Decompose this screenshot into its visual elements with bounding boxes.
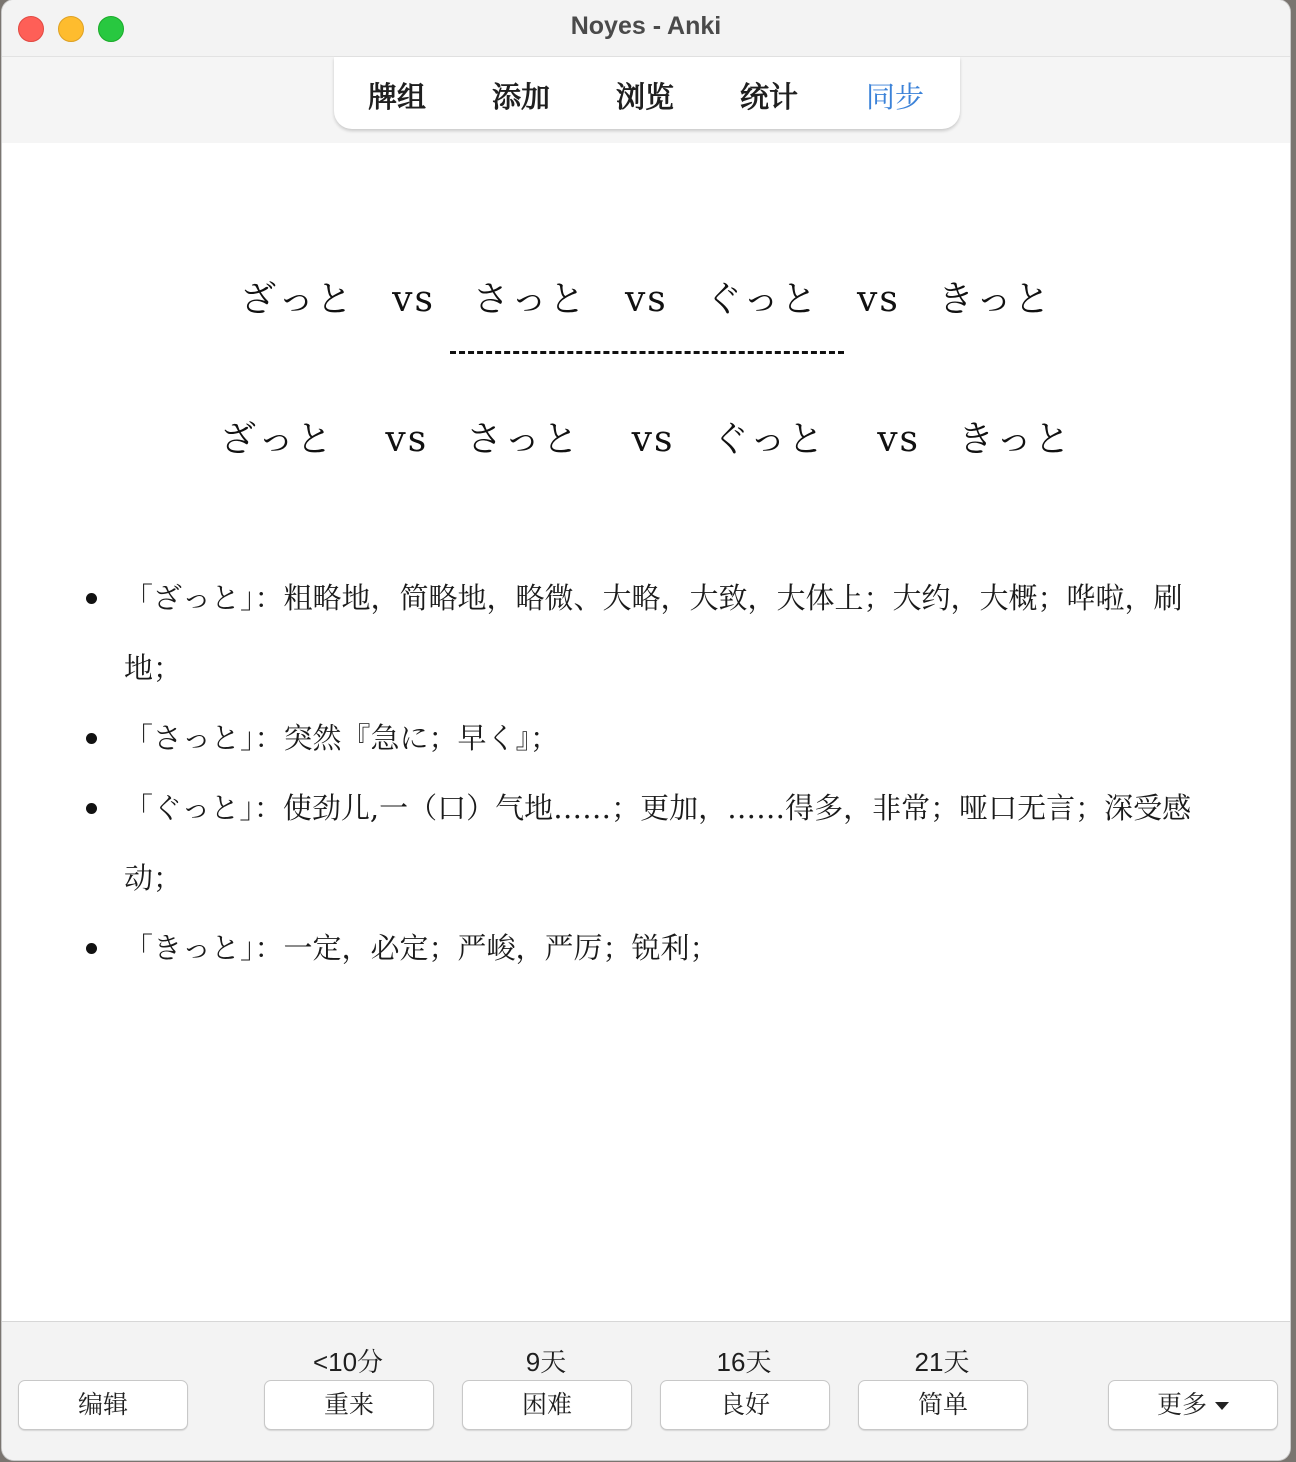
easy-interval: 21天 xyxy=(914,1347,970,1377)
definition-text: 「ぐっと」：使劲儿,一（口）气地……；更加，……得多，非常；哑口无言；深受感动； xyxy=(124,791,1192,895)
good-button[interactable]: 良好 xyxy=(660,1380,830,1430)
tab-sync[interactable]: 同步 xyxy=(866,80,925,114)
hard-interval: 9天 xyxy=(525,1347,567,1377)
anki-window xyxy=(2,0,1290,1460)
question-answer-divider xyxy=(450,351,844,354)
definition-text: 「きっと」：一定，必定；严峻，严厉；锐利； xyxy=(124,931,719,965)
answer-bar xyxy=(2,1321,1290,1460)
definition-text: 「ざっと」：粗略地，简略地，略微、大略，大致，大体上；大约，大概；哗啦，刷地； xyxy=(124,581,1183,685)
definition-text: 「さっと」：突然『急に；早く』； xyxy=(124,721,560,755)
edit-button[interactable]: 编辑 xyxy=(18,1380,188,1430)
tab-decks[interactable]: 牌组 xyxy=(368,80,427,114)
more-button[interactable] xyxy=(1108,1380,1278,1430)
card-question: ざっと vs さっと vs ぐっと vs きっと xyxy=(240,279,1052,320)
bullet xyxy=(86,733,97,744)
main-toolbar xyxy=(334,57,960,129)
again-button[interactable]: 重来 xyxy=(264,1380,434,1430)
tab-stats[interactable]: 统计 xyxy=(740,80,799,114)
easy-button[interactable]: 简单 xyxy=(858,1380,1028,1430)
definition-list xyxy=(82,563,1222,983)
again-interval: <10分 xyxy=(312,1347,384,1377)
list-item xyxy=(82,773,1222,913)
card-content xyxy=(2,143,1290,1321)
card-answer-heading: ざっと vs さっと vs ぐっと vs きっと xyxy=(219,419,1073,460)
tab-browse[interactable]: 浏览 xyxy=(616,80,675,114)
bullet xyxy=(86,803,97,814)
bullet xyxy=(86,943,97,954)
chevron-down-icon xyxy=(1215,1402,1229,1410)
list-item xyxy=(82,913,1222,983)
list-item xyxy=(82,703,1222,773)
hard-button[interactable]: 困难 xyxy=(462,1380,632,1430)
good-interval: 16天 xyxy=(716,1347,772,1377)
tab-add[interactable]: 添加 xyxy=(492,80,551,114)
title-bar xyxy=(2,0,1290,57)
bullet xyxy=(86,593,97,604)
list-item xyxy=(82,563,1222,703)
more-label: 更多 xyxy=(1156,1390,1207,1419)
window-title: Noyes - Anki xyxy=(570,12,722,40)
